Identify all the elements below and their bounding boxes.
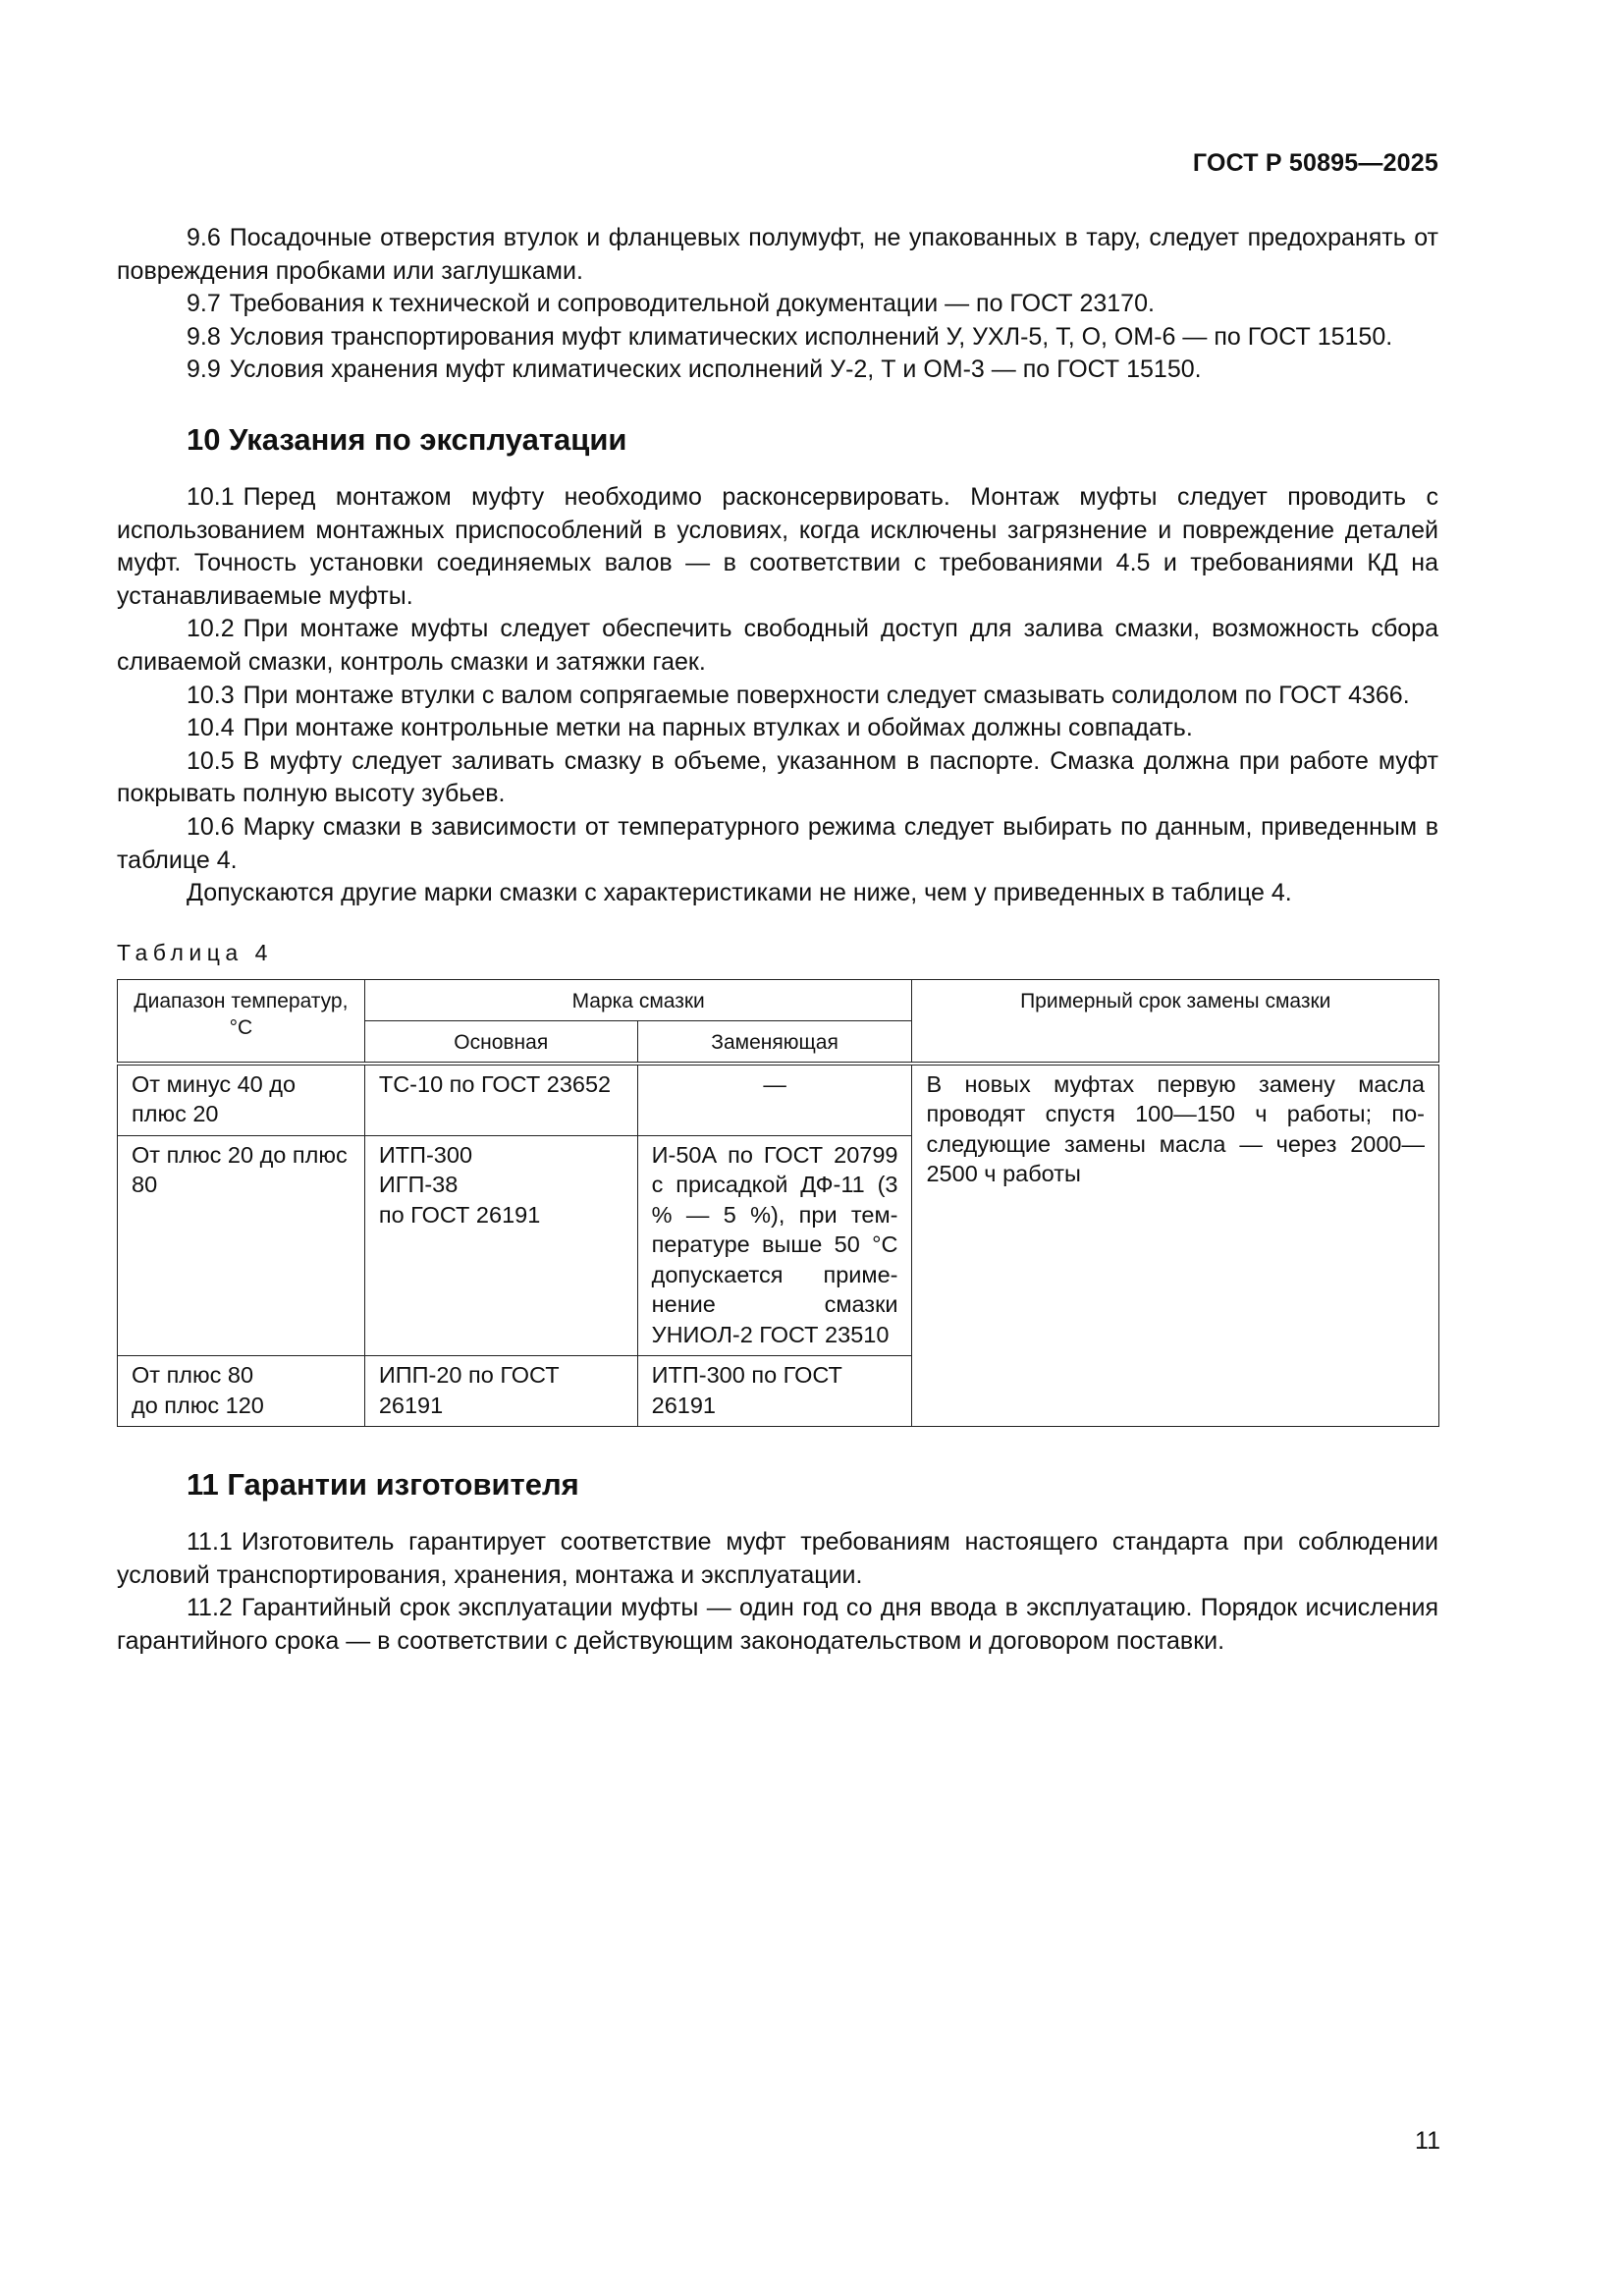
paragraph-10-3: [117, 680, 1438, 713]
paragraph-text: В муфту следует заливать смазку в объеме, указанном в паспорте. Смазка должна при работе муфт покрывать полную высоту зубьев.: [117, 746, 1438, 808]
paragraph-10-5: [117, 745, 1438, 811]
cell-interval: В новых муфтах первую замену масла проводят спустя 100—150 ч работы; последующие замены масла — через 2000—2500 ч работы: [912, 1064, 1439, 1427]
table-header-row: [118, 979, 1439, 1020]
paragraph-10-2: [117, 613, 1438, 679]
paragraph-text: Условия транспортирования муфт климатических исполнений У, УХЛ-5, Т, О, ОМ-6 — по ГОСТ 15150.: [229, 322, 1393, 351]
paragraph-10-4: [117, 712, 1438, 745]
page-content: [117, 222, 1438, 1659]
paragraph-text: Допускаются другие марки смазки с характеристиками не ниже, чем у приведенных в таблице 4.: [187, 879, 1292, 907]
paragraph-number: 10.5: [187, 746, 235, 775]
paragraph-text: Перед монтажом муфту необходимо расконсервировать. Монтаж муфты следует проводить с использованием монтажных приспособлений в условиях, когда исключены загрязнение и повреждение деталей муфт. Точность установки соединяемых валов — в соответствии с требованиями 4.5 и требованиями КД на устанавливаемые муфты.: [117, 482, 1438, 610]
paragraph-text: При монтаже муфты следует обеспечить свободный доступ для залива смазки, возможность сбора сливаемой смазки, контроль смазки и затяжки гаек.: [117, 615, 1438, 676]
paragraph-11-2: [117, 1592, 1438, 1658]
cell-main: ИТП-300 ИГП-38 по ГОСТ 26191: [364, 1135, 637, 1356]
paragraph-text: При монтаже контрольные метки на парных втулках и обоймах должны совпадать.: [243, 714, 1193, 742]
paragraph-number: 11.1: [187, 1528, 233, 1557]
paragraph-9-8: [117, 321, 1438, 355]
paragraph-text: Условия хранения муфт климатических исполнений У-2, Т и ОМ-3 — по ГОСТ 15150.: [229, 355, 1202, 384]
cell-substitute: ИТП-300 по ГОСТ 26191: [637, 1356, 912, 1427]
paragraph-number: 9.6: [187, 224, 221, 251]
cell-range: От плюс 20 до плюс 80: [118, 1135, 365, 1356]
header-grade: Марка смазки: [364, 979, 912, 1020]
section-11-title: 11 Гарантии изготовителя: [187, 1467, 579, 1503]
lubricant-table: [117, 979, 1439, 1428]
paragraph-text: Марку смазки в зависимости от температурного режима следует выбирать по данным, приведенным в таблице 4.: [117, 812, 1438, 874]
paragraph-10-6: [117, 811, 1438, 877]
paragraph-text: Требования к технической и сопроводительной документации — по ГОСТ 23170.: [229, 290, 1155, 318]
paragraph-number: 11.2: [187, 1594, 233, 1622]
paragraph-10-1: [117, 481, 1438, 613]
header-substitute: Заменяющая: [637, 1020, 912, 1064]
section-10-title: 10 Указания по эксплуатации: [187, 421, 627, 457]
cell-range: От плюс 80 до плюс 120: [118, 1356, 365, 1427]
paragraph-11-1: [117, 1526, 1438, 1592]
cell-substitute: И-50А по ГОСТ 20799 с присадкой ДФ-11 (3 % — 5 %), при температуре выше 50 °С допускается применение смазки УНИОЛ-2 ГОСТ 23510: [637, 1135, 912, 1356]
cell-substitute: —: [637, 1064, 912, 1136]
cell-main: ИПП-20 по ГОСТ 26191: [364, 1356, 637, 1427]
header-interval: Примерный срок замены смазки: [912, 979, 1439, 1064]
paragraph-number: 9.9: [187, 355, 221, 384]
paragraph-text: Гарантийный срок эксплуатации муфты — один год со дня ввода в эксплуатацию. Порядок исчисления гарантийного срока — в соответствии с действующим законодательством и договором поставки.: [117, 1594, 1438, 1655]
standard-header: ГОСТ Р 50895—2025: [1192, 149, 1438, 177]
header-temp-range: Диапазон температур, °С: [118, 979, 365, 1064]
paragraph-9-7: [117, 288, 1438, 321]
paragraph-number: 9.7: [187, 290, 221, 318]
paragraph-text: При монтаже втулки с валом сопрягаемые поверхности следует смазывать солидолом по ГОСТ 4366.: [243, 681, 1410, 709]
paragraph-text: Посадочные отверстия втулок и фланцевых полумуфт, не упакованных в тару, следует предохранять от повреждения пробками или заглушками.: [117, 224, 1438, 285]
paragraph-9-9: [117, 354, 1438, 387]
page-number: 11: [1415, 2127, 1440, 2155]
paragraph-9-6: [117, 222, 1438, 288]
paragraph-number: 9.8: [187, 322, 221, 351]
header-main: Основная: [364, 1020, 637, 1064]
table-caption: Таблица 4: [117, 939, 273, 965]
cell-main: ТС-10 по ГОСТ 23652: [364, 1064, 637, 1136]
paragraph-10-note: [117, 877, 1438, 910]
paragraph-number: 10.6: [187, 812, 235, 841]
paragraph-number: 10.1: [187, 482, 235, 511]
paragraph-number: 10.4: [187, 714, 235, 742]
paragraph-number: 10.2: [187, 615, 235, 643]
paragraph-text: Изготовитель гарантирует соответствие муфт требованиям настоящего стандарта при соблюдении условий транспортирования, хранения, монтажа и эксплуатации.: [117, 1528, 1438, 1589]
paragraph-number: 10.3: [187, 681, 235, 709]
table-row: [118, 1064, 1439, 1136]
cell-range: От минус 40 до плюс 20: [118, 1064, 365, 1136]
